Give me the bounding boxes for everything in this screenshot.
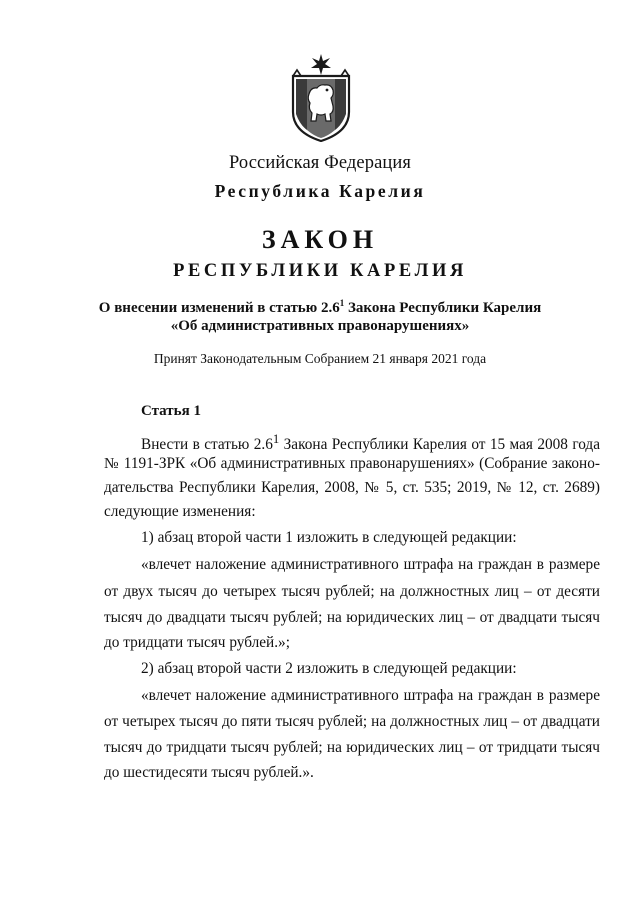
law-heading-part: О внесении изменений в статью 2.6	[98, 300, 340, 316]
quote-line: до шестидесяти тысяч рублей.».	[104, 764, 314, 781]
text-superscript: 1	[272, 432, 280, 446]
quote-line: тысяч до двадцати тысяч рублей; на юридических лиц – от двадцати тысяч	[104, 609, 600, 626]
karelia-coat-of-arms-icon	[287, 54, 355, 142]
quote-line: тысяч до тридцати тысяч рублей; на юридических лиц – от тридцати тысяч	[104, 739, 600, 756]
quote-line: «влечет наложение административного штрафа на граждан в размере	[141, 687, 600, 704]
republic-name: Республика Карелия	[214, 181, 426, 201]
quote-line: до тридцати тысяч рублей.»;	[104, 634, 290, 651]
paragraph-line: № 1191-ЗРК «Об административных правонарушениях» (Собрание законо-	[104, 455, 600, 472]
quote-line: от двух тысяч до четырех тысяч рублей; на должностных лиц – от десяти	[104, 583, 600, 600]
adoption-note: Принят Законодательным Собранием 21 января 2021 года	[153, 351, 487, 366]
law-title: ЗАКОН	[261, 225, 379, 254]
law-heading-part: Закона Республики Карелия	[344, 300, 542, 316]
quote-line: «влечет наложение административного штрафа на граждан в размере	[141, 556, 600, 573]
paragraph-line: следующие изменения:	[104, 503, 256, 520]
country-name: Российская Федерация	[228, 153, 411, 173]
paragraph-line	[141, 430, 600, 454]
law-heading-superscript: 1	[339, 298, 345, 308]
paragraph-line: дательства Республики Карелия, 2008, № 5, ст. 535; 2019, № 12, ст. 2689)	[104, 479, 600, 496]
law-subtitle: РЕСПУБЛИКИ КАРЕЛИЯ	[173, 261, 467, 281]
law-heading-line-2: «Об административных правонарушениях»	[170, 318, 470, 334]
list-item: 1) абзац второй части 1 изложить в следующей редакции:	[141, 529, 517, 546]
law-heading-line-1	[0, 300, 640, 317]
list-item: 2) абзац второй части 2 изложить в следующей редакции:	[141, 660, 517, 677]
quote-line: от четырех тысяч до пяти тысяч рублей; на должностных лиц – от двадцати	[104, 713, 600, 730]
text-part: Внести в статью 2.6	[141, 436, 273, 454]
text-part: Закона Республики Карелия от 15 мая 2008 года	[279, 436, 600, 454]
article-title: Статья 1	[141, 403, 201, 419]
